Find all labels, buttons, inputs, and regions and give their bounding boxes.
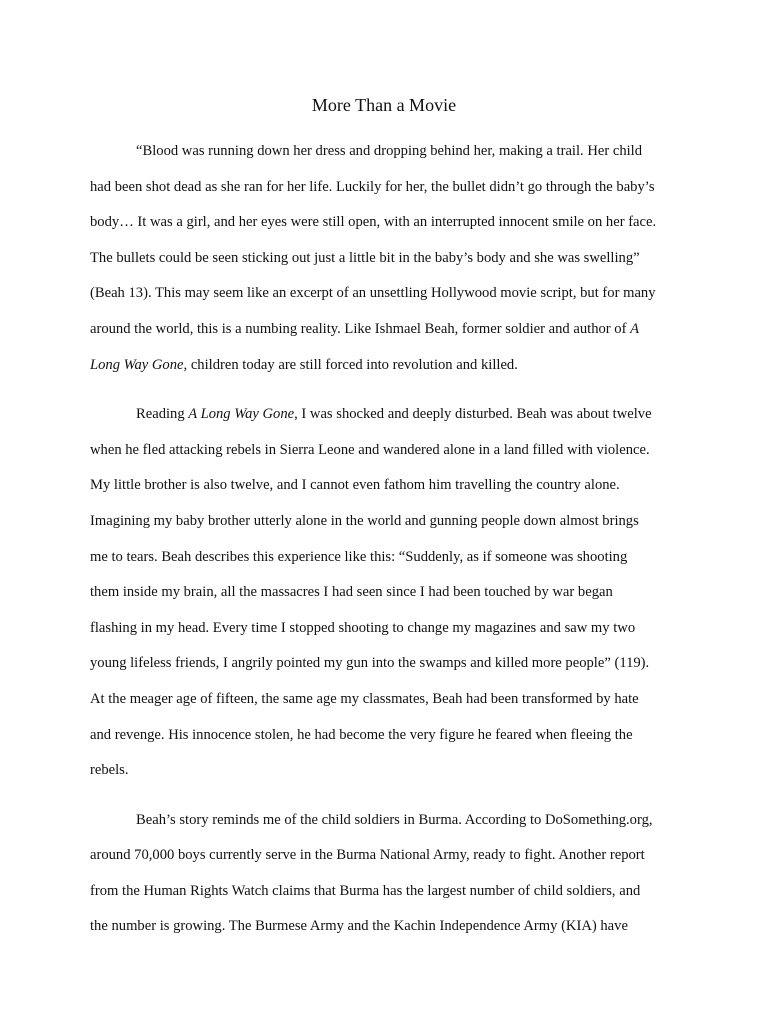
text-run: the number is growing. The Burmese Army and the Kachin Independence Army (KIA) have xyxy=(90,918,628,935)
text-line xyxy=(90,611,678,647)
text-run: The bullets could be seen sticking out just a little bit in the baby’s body and she was swelling” xyxy=(90,249,640,266)
text-line xyxy=(90,718,678,754)
italic-text: Long Way Gone xyxy=(90,356,184,373)
text-run: young lifeless friends, I angrily pointed my gun into the swamps and killed more people” (119). xyxy=(90,655,650,672)
text-line xyxy=(90,276,678,312)
text-line xyxy=(90,170,678,206)
text-run: me to tears. Beah describes this experience like this: “Suddenly, as if someone was shooting xyxy=(90,548,628,565)
text-run: from the Human Rights Watch claims that Burma has the largest number of child soldiers, and xyxy=(90,882,641,899)
text-line xyxy=(90,205,678,241)
text-run: around 70,000 boys currently serve in the Burma National Army, ready to fight. Another report xyxy=(90,847,645,864)
body-paragraph xyxy=(90,397,678,789)
text-run: when he fled attacking rebels in Sierra Leone and wandered alone in a land filled with violence. xyxy=(90,441,650,458)
text-run: flashing in my head. Every time I stopped shooting to change my magazines and saw my two xyxy=(90,619,636,636)
text-line xyxy=(90,397,678,433)
text-line xyxy=(90,134,678,170)
text-line xyxy=(90,241,678,277)
text-run: rebels. xyxy=(90,762,129,779)
text-run: My little brother is also twelve, and I cannot even fathom him travelling the country alone. xyxy=(90,477,620,494)
text-line xyxy=(90,504,678,540)
text-run: Beah’s story reminds me of the child soldiers in Burma. According to DoSomething.org, xyxy=(136,811,653,828)
text-line xyxy=(90,753,678,789)
text-line xyxy=(90,312,678,348)
text-run: body… It was a girl, and her eyes were still open, with an interrupted innocent smile on her face. xyxy=(90,214,657,231)
text-run: Imagining my baby brother utterly alone in the world and gunning people down almost brings xyxy=(90,512,639,529)
text-line xyxy=(90,874,678,910)
text-run: and revenge. His innocence stolen, he had become the very figure he feared when fleeing the xyxy=(90,726,633,743)
text-line xyxy=(90,468,678,504)
italic-text: A Long Way Gone xyxy=(188,406,295,423)
text-run: At the meager age of fifteen, the same age my classmates, Beah had been transformed by hate xyxy=(90,690,639,707)
text-run: (Beah 13). This may seem like an excerpt of an unsettling Hollywood movie script, but for many xyxy=(90,285,656,302)
document-body xyxy=(90,134,678,945)
text-run: , I was shocked and deeply disturbed. Beah was about twelve xyxy=(294,406,652,423)
text-line xyxy=(90,348,678,384)
text-line xyxy=(90,909,678,945)
text-line xyxy=(90,803,678,839)
italic-text: A xyxy=(630,320,640,337)
text-line xyxy=(90,433,678,469)
text-line xyxy=(90,646,678,682)
text-run: them inside my brain, all the massacres I had seen since I had been touched by war began xyxy=(90,584,613,601)
text-run: , children today are still forced into revolution and killed. xyxy=(183,356,518,373)
text-run: had been shot dead as she ran for her life. Luckily for her, the bullet didn’t go through the baby’s xyxy=(90,178,655,195)
text-line xyxy=(90,540,678,576)
text-run: Reading xyxy=(136,406,189,423)
text-line xyxy=(90,838,678,874)
body-paragraph xyxy=(90,134,678,383)
text-line xyxy=(90,682,678,718)
paragraph-gap xyxy=(90,789,678,803)
text-run: around the world, this is a numbing reality. Like Ishmael Beah, former soldier and author of xyxy=(90,320,631,337)
text-line xyxy=(90,575,678,611)
document-title: More Than a Movie xyxy=(311,95,457,115)
body-paragraph xyxy=(90,803,678,945)
paragraph-gap xyxy=(90,383,678,397)
text-run: “Blood was running down her dress and dropping behind her, making a trail. Her child xyxy=(136,143,643,159)
